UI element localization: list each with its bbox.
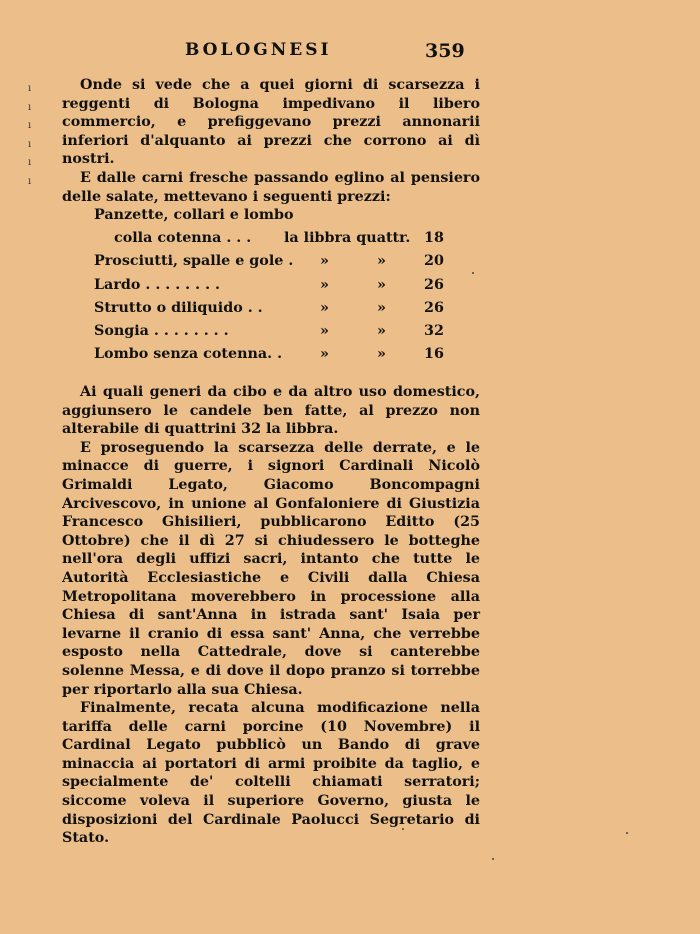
- ditto-mark: »: [377, 276, 386, 293]
- price-row: [94, 300, 454, 323]
- price-value: 18: [424, 230, 444, 247]
- intro-text: [62, 76, 480, 206]
- ditto-mark: »: [320, 253, 329, 270]
- main-text: [62, 383, 480, 848]
- print-speck: [626, 832, 628, 834]
- ditto-mark: »: [377, 299, 386, 316]
- price-row: [94, 323, 454, 346]
- ditto-mark: »: [377, 253, 386, 270]
- print-speck: [492, 858, 494, 860]
- margin-marks: ı ı ı ı ı ı: [28, 83, 32, 187]
- running-head: BOLOGNESI: [185, 40, 332, 60]
- ditto-mark: »: [377, 322, 386, 339]
- price-value: 32: [424, 322, 444, 339]
- print-speck: [472, 272, 474, 274]
- price-value: 16: [424, 346, 444, 363]
- price-item: Strutto o diliquido . .: [94, 299, 263, 316]
- price-item: Lombo senza cotenna. .: [94, 346, 283, 363]
- page-header: [0, 40, 700, 64]
- price-value: 20: [424, 253, 444, 270]
- print-speck: [402, 828, 404, 830]
- ditto-mark: »: [377, 346, 386, 363]
- ditto-mark: »: [320, 322, 329, 339]
- price-row: [94, 346, 454, 369]
- price-item: colla cotenna . . .: [114, 230, 252, 247]
- paragraph: E proseguendo la scarsezza delle derrate, e le minacce di guerre, i signori Cardinali Nicolò Grimaldi Legato, Giacomo Boncompagni Arcivescovo, in unione al Gonfaloniere di Giustizia Francesco Ghisilieri, pubblicarono Editto (25 Ottobre) che il dì 27 si chiudessero le botteghe nell'ora degli uffizi sacri, intanto che tutte le Autorità Ecclesiastiche e Civili dalla Chiesa Metropolitana moverebbero in processione alla Chiesa di sant'Anna in istrada sant' Isaia per levarne il cranio di essa sant' Anna, che verrebbe esposto nella Cattedrale, dove si canterebbe solenne Messa, e di dove il dopo pranzo si torrebbe per riportarlo alla sua Chiesa.: [62, 439, 480, 698]
- paragraph: Finalmente, recata alcuna modificazione nella tariffa delle carni porcine (10 Novembre) il Cardinal Legato pubblicò un Bando di grave minaccia ai portatori di armi proibite da taglio, e specialmente de' coltelli chiamati serratori; siccome voleva il superiore Governo, giusta le disposizioni del Cardinale Paolucci Segretario di Stato.: [62, 700, 480, 847]
- price-value: 26: [424, 299, 444, 316]
- price-row: [94, 253, 454, 276]
- price-item: Songia . . . . . . . .: [94, 322, 229, 339]
- price-row: [94, 207, 454, 230]
- price-value: 26: [424, 276, 444, 293]
- price-item: Prosciutti, spalle e gole .: [94, 253, 294, 270]
- page-number: 359: [425, 40, 465, 62]
- price-item: Panzette, collari e lombo: [94, 207, 294, 223]
- ditto-mark: »: [320, 299, 329, 316]
- price-list: [94, 207, 454, 369]
- ditto-mark: »: [320, 276, 329, 293]
- ditto-mark: »: [320, 346, 329, 363]
- price-row: [94, 230, 454, 253]
- paragraph: Ai quali generi da cibo e da altro uso domestico, aggiunsero le candele ben fatte, al prezzo non alterabile di quattrini 32 la libbra.: [62, 384, 480, 438]
- price-unit: la libbra quattr.: [284, 230, 411, 247]
- price-row: [94, 277, 454, 300]
- paragraph: Onde si vede che a quei giorni di scarsezza i reggenti di Bologna impedivano il libero commercio, e prefiggevano prezzi annonarii inferiori d'alquanto ai prezzi che corrono ai dì nostri.: [62, 77, 480, 168]
- paragraph: E dalle carni fresche passando eglino al pensiero delle salate, mettevano i seguenti prezzi:: [62, 169, 480, 205]
- price-item: Lardo . . . . . . . .: [94, 276, 221, 293]
